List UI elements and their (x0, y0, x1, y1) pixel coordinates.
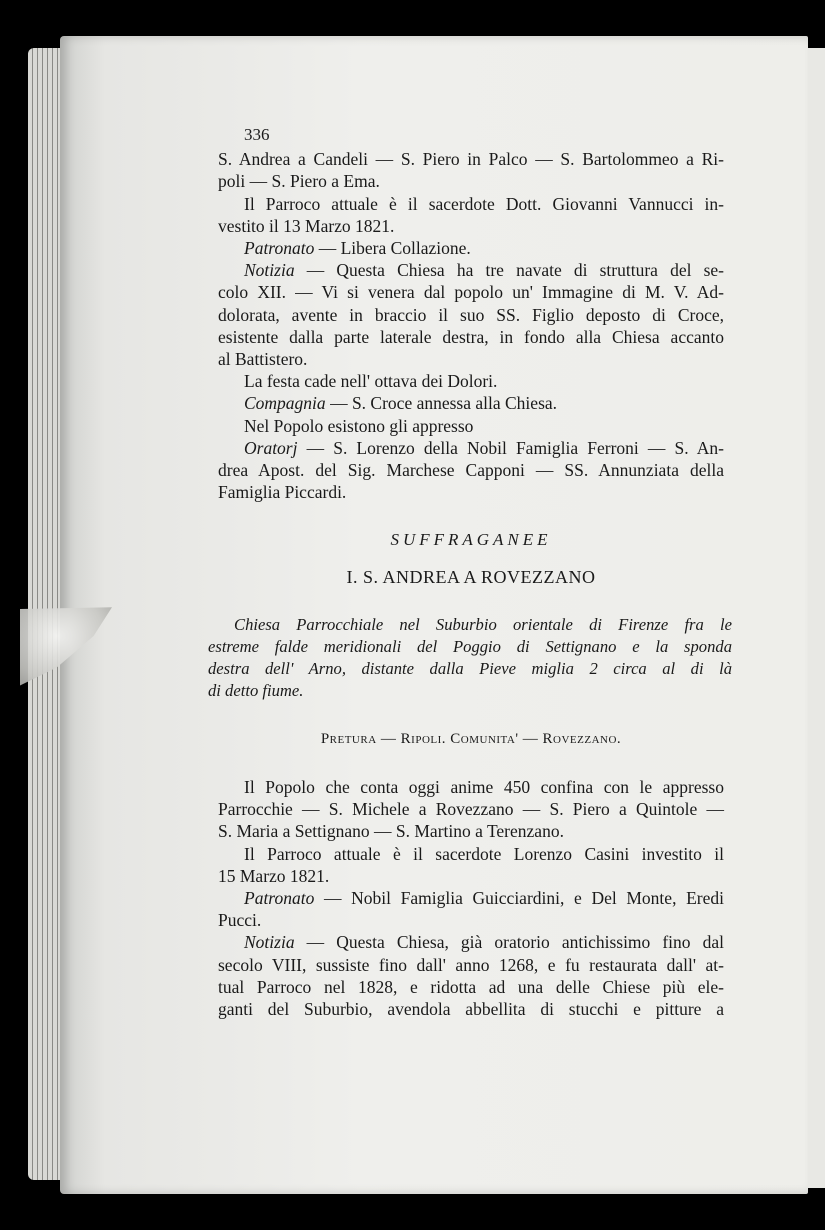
text-line: di detto fiume. (208, 680, 304, 700)
text-line: tual Parroco nel 1828, e ridotta ad una delle Chiese più ele- (218, 976, 724, 997)
text-line: ganti del Suburbio, avendola abbellita di stucchi e pitture a (218, 999, 724, 1020)
text-line: S. Maria a Settignano — S. Martino a Terenzano. (218, 821, 564, 842)
notizia-paragraph: Notizia — Questa Chiesa ha tre navate di struttura del se- (244, 260, 724, 281)
page-text (208, 124, 732, 1020)
text-line: Famiglia Piccardi. (218, 482, 347, 503)
notizia-paragraph-2: Notizia — Questa Chiesa, già oratorio antichissimo fino dal (244, 932, 724, 953)
text-line: colo XII. — Vi si venera dal popolo un' Immagine di M. V. Ad- (218, 282, 724, 303)
compagnia-label: Compagnia (244, 393, 326, 414)
text-line: al Battistero. (218, 349, 308, 370)
patronato-paragraph-2: Patronato — Nobil Famiglia Guicciardini, e Del Monte, Eredi (244, 888, 724, 909)
text-line: Il Popolo che conta oggi anime 450 confina con le appresso (244, 777, 724, 798)
patronato-label: Patronato (244, 888, 315, 909)
compagnia-paragraph: Compagnia — S. Croce annessa alla Chiesa. (244, 393, 558, 414)
text-line: secolo VIII, sussiste fino dall' anno 1268, e fu restaurata dall' at- (218, 954, 724, 975)
text-line: Chiesa Parrocchiale nel Suburbio orientale di Firenze fra le (234, 614, 732, 634)
text-line: vestito il 13 Marzo 1821. (218, 215, 395, 236)
pretura-line: Pretura — Ripoli. Comunita' — Rovezzano. (320, 730, 622, 747)
text-line: estreme falde meridionali del Poggio di Settignano e la sponda (208, 636, 732, 656)
text-line: esistente dalla parte laterale destra, in fondo alla Chiesa accanto (218, 326, 724, 347)
notizia-label: Notizia (244, 260, 295, 281)
text-line: dolorata, avente in braccio il suo SS. Figlio deposto di Croce, (218, 304, 724, 325)
patronato-paragraph: Patronato — Libera Collazione. (244, 238, 471, 259)
page-number: 336 (244, 125, 270, 144)
oratorj-paragraph: Oratorj — S. Lorenzo della Nobil Famiglia Ferroni — S. An- (244, 437, 724, 458)
text-line: poli — S. Piero a Ema. (218, 171, 380, 192)
text-line: Il Parroco attuale è il sacerdote Dott. Giovanni Vannucci in- (244, 193, 724, 214)
text-line: Il Parroco attuale è il sacerdote Lorenzo Casini investito il (244, 843, 724, 864)
notizia-label: Notizia (244, 932, 295, 953)
text-line: Pucci. (218, 910, 262, 931)
text-line: drea Apost. del Sig. Marchese Capponi — SS. Annunziata della (218, 460, 724, 481)
church-description (208, 614, 732, 702)
section-heading: SUFFRAGANEE (390, 530, 552, 550)
nel-popolo-line: Nel Popolo esistono gli appresso (244, 415, 474, 436)
festa-line: La festa cade nell' ottava dei Dolori. (244, 371, 498, 392)
patronato-label: Patronato (244, 238, 315, 259)
text-line: Parrocchie — S. Michele a Rovezzano — S. Piero a Quintole — (218, 799, 724, 820)
text-line: 15 Marzo 1821. (218, 865, 330, 886)
text-line: destra dell' Arno, distante dalla Pieve miglia 2 circa al di là (208, 658, 732, 678)
church-heading: I. S. ANDREA A ROVEZZANO (346, 566, 596, 587)
text-line: S. Andrea a Candeli — S. Piero in Palco — S. Bartolommeo a Ri- (218, 149, 724, 170)
oratorj-label: Oratorj (244, 437, 298, 458)
